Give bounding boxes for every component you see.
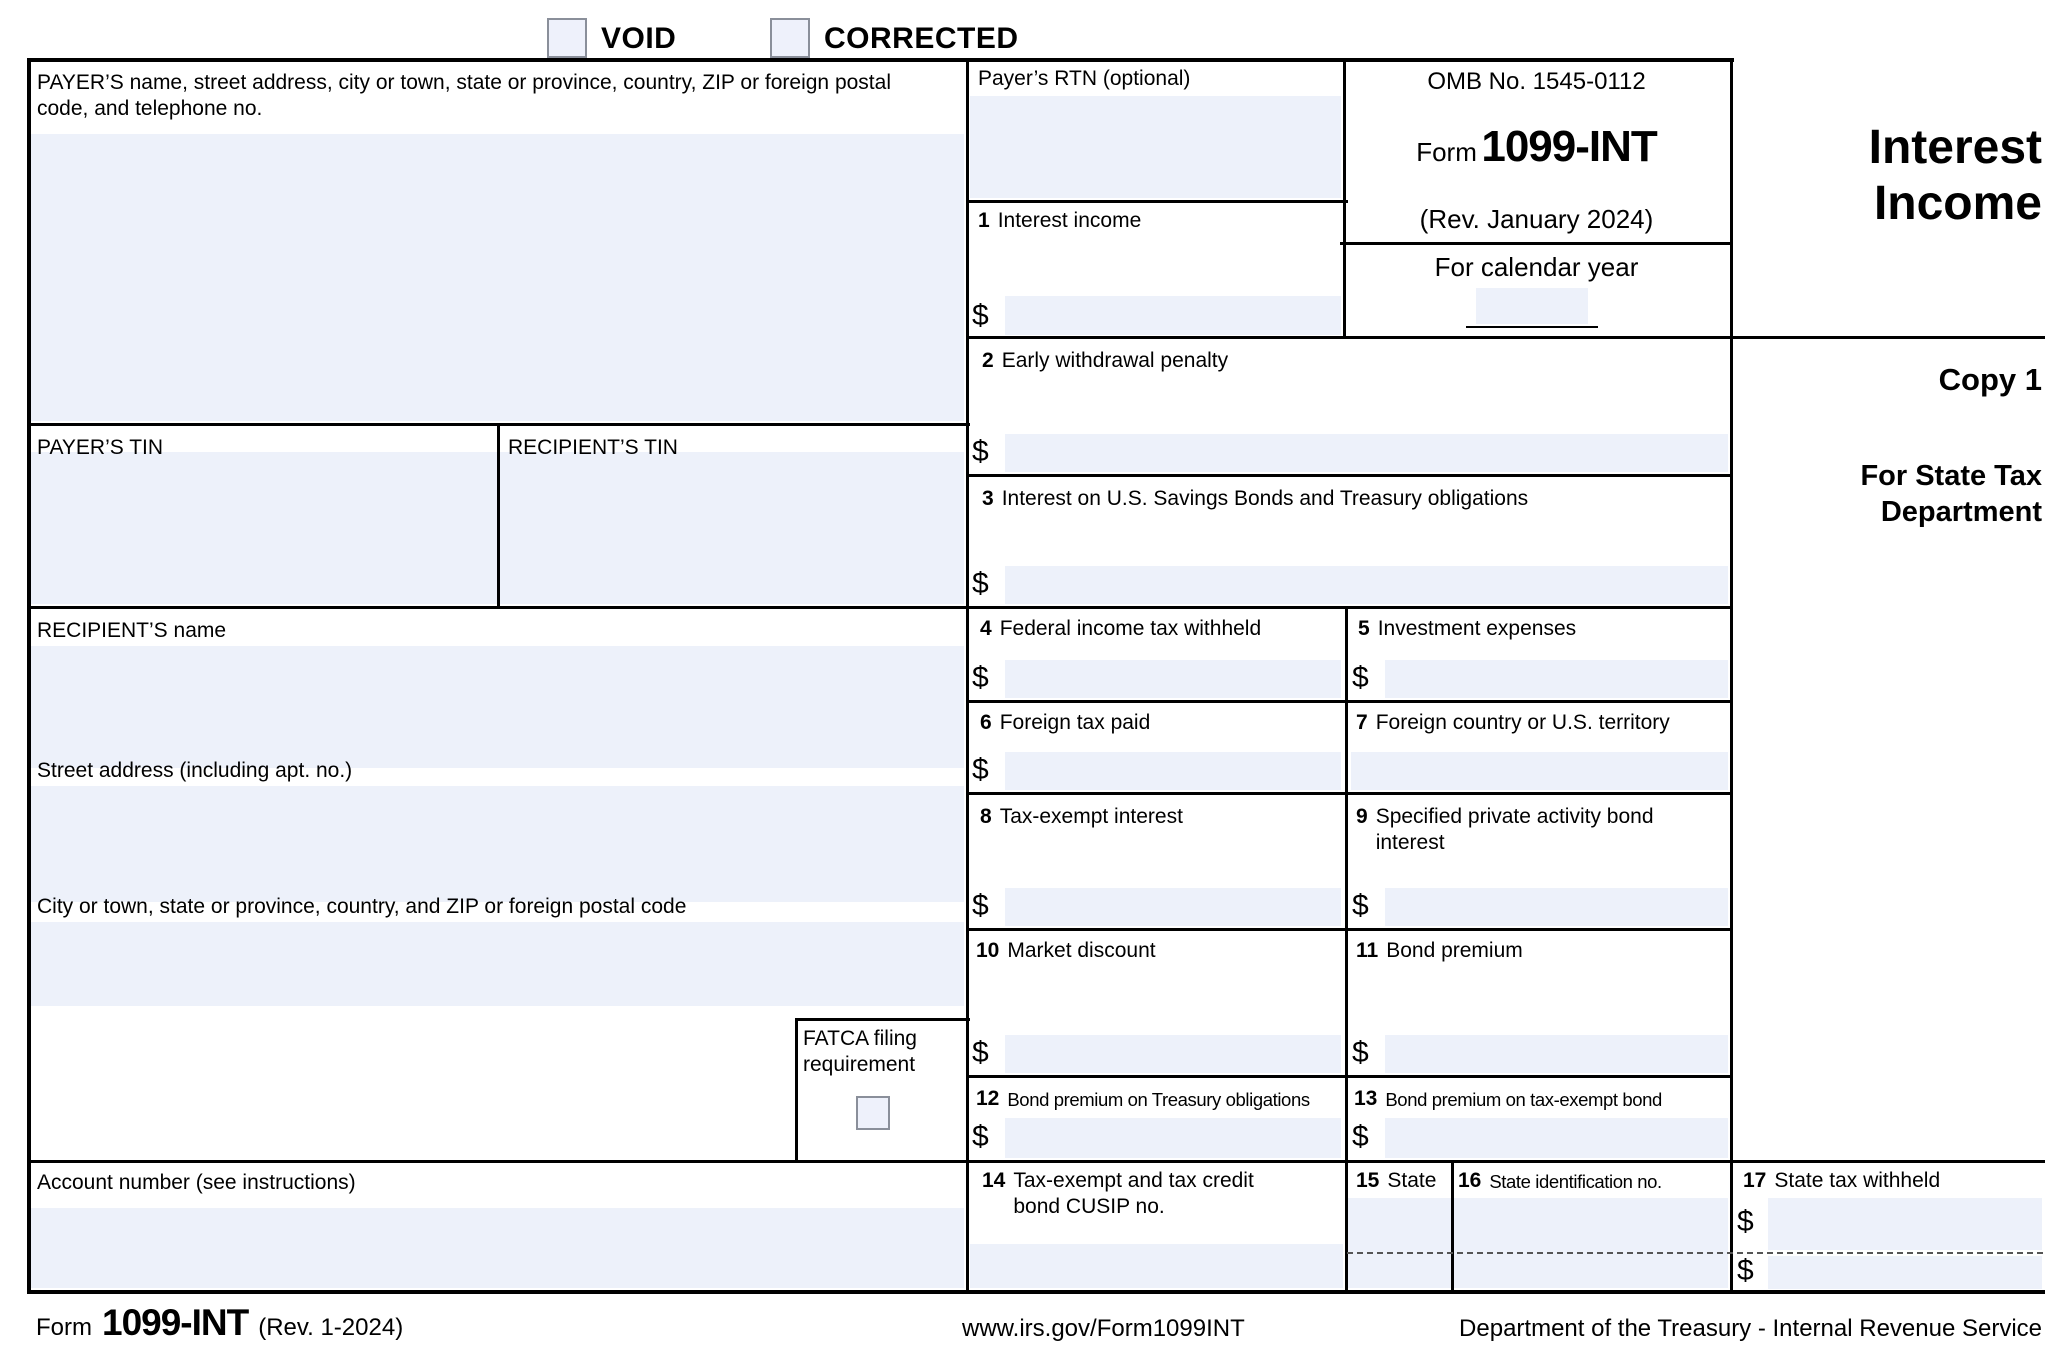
- grid-line: [1345, 606, 1348, 1293]
- dollar-sign-box17-top: $: [1737, 1205, 1754, 1238]
- form-revision: (Rev. January 2024): [1419, 204, 1654, 234]
- box15-label: 15 State: [1356, 1169, 1437, 1192]
- grid-line: [968, 700, 1733, 703]
- grid-line: [1451, 1160, 1454, 1293]
- state-row-dashed-line: [1347, 1252, 2043, 1254]
- dollar-sign-box8: $: [972, 889, 989, 922]
- box11-label: 11 Bond premium: [1356, 939, 1523, 962]
- copy-designation: Copy 1: [1938, 362, 2042, 397]
- city-label: City or town, state or province, country, and ZIP or foreign postal code: [37, 895, 687, 918]
- box8-amount-field[interactable]: [1005, 888, 1341, 926]
- copy-recipient-note: For State Tax Department: [1860, 460, 2042, 529]
- grid-line: [968, 200, 1348, 203]
- box17-amount-field-top[interactable]: [1768, 1198, 2042, 1250]
- box5-amount-field[interactable]: [1385, 660, 1728, 698]
- box15-16-fields[interactable]: [1347, 1198, 1728, 1288]
- grid-line: [1343, 58, 1346, 339]
- box3-amount-field[interactable]: [1005, 566, 1728, 604]
- dollar-sign-box9: $: [1352, 889, 1369, 922]
- footer-form-id: [36, 1302, 403, 1344]
- calendar-year-field[interactable]: [1476, 288, 1588, 324]
- grid-line-top: [27, 58, 1734, 62]
- dollar-sign-box10: $: [972, 1036, 989, 1069]
- grid-line: [968, 336, 2045, 339]
- footer-treasury: Department of the Treasury - Internal Revenue Service: [1459, 1315, 2042, 1342]
- box6-label: 6 Foreign tax paid: [980, 711, 1151, 734]
- box1-amount-field[interactable]: [1005, 296, 1341, 335]
- dollar-sign-box5: $: [1352, 661, 1369, 694]
- grid-line-fatca-left: [795, 1018, 798, 1163]
- grid-line-left: [27, 58, 31, 1294]
- dollar-sign-box3: $: [972, 567, 989, 600]
- fatca-label: FATCA filing requirement: [803, 1027, 917, 1077]
- box5-label: 5 Investment expenses: [1358, 617, 1577, 640]
- box1-label: 1 Interest income: [978, 209, 1142, 232]
- payer-rtn-field[interactable]: [970, 96, 1341, 198]
- grid-line-fatca-top: [795, 1018, 970, 1021]
- box10-amount-field[interactable]: [1005, 1035, 1341, 1073]
- grid-line-bottom: [27, 1290, 2045, 1294]
- box12-label: 12 Bond premium on Treasury obligations: [976, 1087, 1310, 1110]
- dollar-sign-box2: $: [972, 435, 989, 468]
- box14-field[interactable]: [970, 1244, 1343, 1288]
- form-title: Interest Income: [1868, 121, 2042, 230]
- recipient-name-label: RECIPIENT’S name: [37, 619, 227, 642]
- grid-line-right: [1730, 58, 1733, 1293]
- dollar-sign-box17-bottom: $: [1737, 1254, 1754, 1287]
- box10-label: 10 Market discount: [976, 939, 1156, 962]
- grid-line-center-divider: [966, 58, 969, 1293]
- void-label: VOID: [601, 22, 677, 55]
- box7-field[interactable]: [1351, 752, 1728, 790]
- payer-tin-label: PAYER’S TIN: [37, 436, 164, 459]
- box6-amount-field[interactable]: [1005, 752, 1341, 790]
- dollar-sign-box13: $: [1352, 1120, 1369, 1153]
- grid-line-tin-divider: [497, 423, 500, 609]
- calendar-year-underline: [1466, 326, 1598, 328]
- box8-label: 8 Tax-exempt interest: [980, 805, 1183, 828]
- payer-name-field[interactable]: [31, 134, 964, 421]
- footer-form-word: Form: [36, 1314, 92, 1341]
- void-checkbox[interactable]: [547, 18, 587, 58]
- box12-amount-field[interactable]: [1005, 1118, 1341, 1158]
- form-word: Form: [1416, 137, 1477, 167]
- box2-label: 2 Early withdrawal penalty: [982, 349, 1229, 372]
- box17-amount-field-bottom[interactable]: [1768, 1256, 2042, 1289]
- omb-number: OMB No. 1545-0112: [1427, 68, 1646, 95]
- box2-amount-field[interactable]: [1005, 434, 1728, 472]
- box13-label: 13 Bond premium on tax-exempt bond: [1354, 1087, 1662, 1110]
- box14-label: 14 Tax-exempt and tax credit bond CUSIP no.: [982, 1169, 1254, 1219]
- recipient-name-field[interactable]: [31, 646, 964, 768]
- box4-amount-field[interactable]: [1005, 660, 1341, 698]
- grid-line: [968, 474, 1733, 477]
- box3-label: 3 Interest on U.S. Savings Bonds and Treasury obligations: [982, 487, 1529, 510]
- grid-line: [1340, 242, 1732, 245]
- account-number-label: Account number (see instructions): [37, 1171, 356, 1194]
- account-number-field[interactable]: [31, 1208, 964, 1288]
- box9-amount-field[interactable]: [1385, 888, 1728, 926]
- street-address-field[interactable]: [31, 786, 964, 902]
- box4-label: 4 Federal income tax withheld: [980, 617, 1262, 640]
- dollar-sign-box6: $: [972, 753, 989, 786]
- footer-irs-url: www.irs.gov/Form1099INT: [962, 1315, 1245, 1342]
- fatca-checkbox[interactable]: [856, 1096, 890, 1130]
- calendar-year-label: For calendar year: [1434, 252, 1639, 282]
- box16-label: 16 State identification no.: [1458, 1169, 1662, 1192]
- grid-line: [968, 792, 1733, 795]
- grid-line: [27, 1160, 2045, 1163]
- box7-label: 7 Foreign country or U.S. territory: [1356, 711, 1670, 734]
- form-number: 1099-INT: [1481, 122, 1657, 171]
- street-address-label: Street address (including apt. no.): [37, 759, 353, 782]
- city-field[interactable]: [31, 922, 964, 1006]
- payer-name-label: PAYER’S name, street address, city or town, state or province, country, ZIP or foreign postal code, and telephone no.: [37, 71, 891, 121]
- footer-revision: (Rev. 1-2024): [258, 1314, 404, 1341]
- grid-line: [27, 606, 1733, 609]
- grid-line: [968, 1075, 1733, 1078]
- box17-label: 17 State tax withheld: [1743, 1169, 1941, 1192]
- dollar-sign-box12: $: [972, 1120, 989, 1153]
- corrected-label: CORRECTED: [824, 22, 1019, 55]
- dollar-sign-box11: $: [1352, 1036, 1369, 1069]
- box9-label: 9 Specified private activity bond interest: [1356, 805, 1654, 855]
- corrected-checkbox[interactable]: [770, 18, 810, 58]
- dollar-sign-box4: $: [972, 661, 989, 694]
- box13-amount-field[interactable]: [1385, 1118, 1728, 1158]
- box11-amount-field[interactable]: [1385, 1035, 1728, 1073]
- footer-form-number: 1099-INT: [102, 1302, 249, 1343]
- grid-line: [968, 928, 1733, 931]
- payer-rtn-label: Payer’s RTN (optional): [978, 67, 1191, 90]
- recipient-tin-label: RECIPIENT’S TIN: [508, 436, 678, 459]
- form-number-block: [1343, 122, 1730, 172]
- dollar-sign-box1: $: [972, 299, 989, 332]
